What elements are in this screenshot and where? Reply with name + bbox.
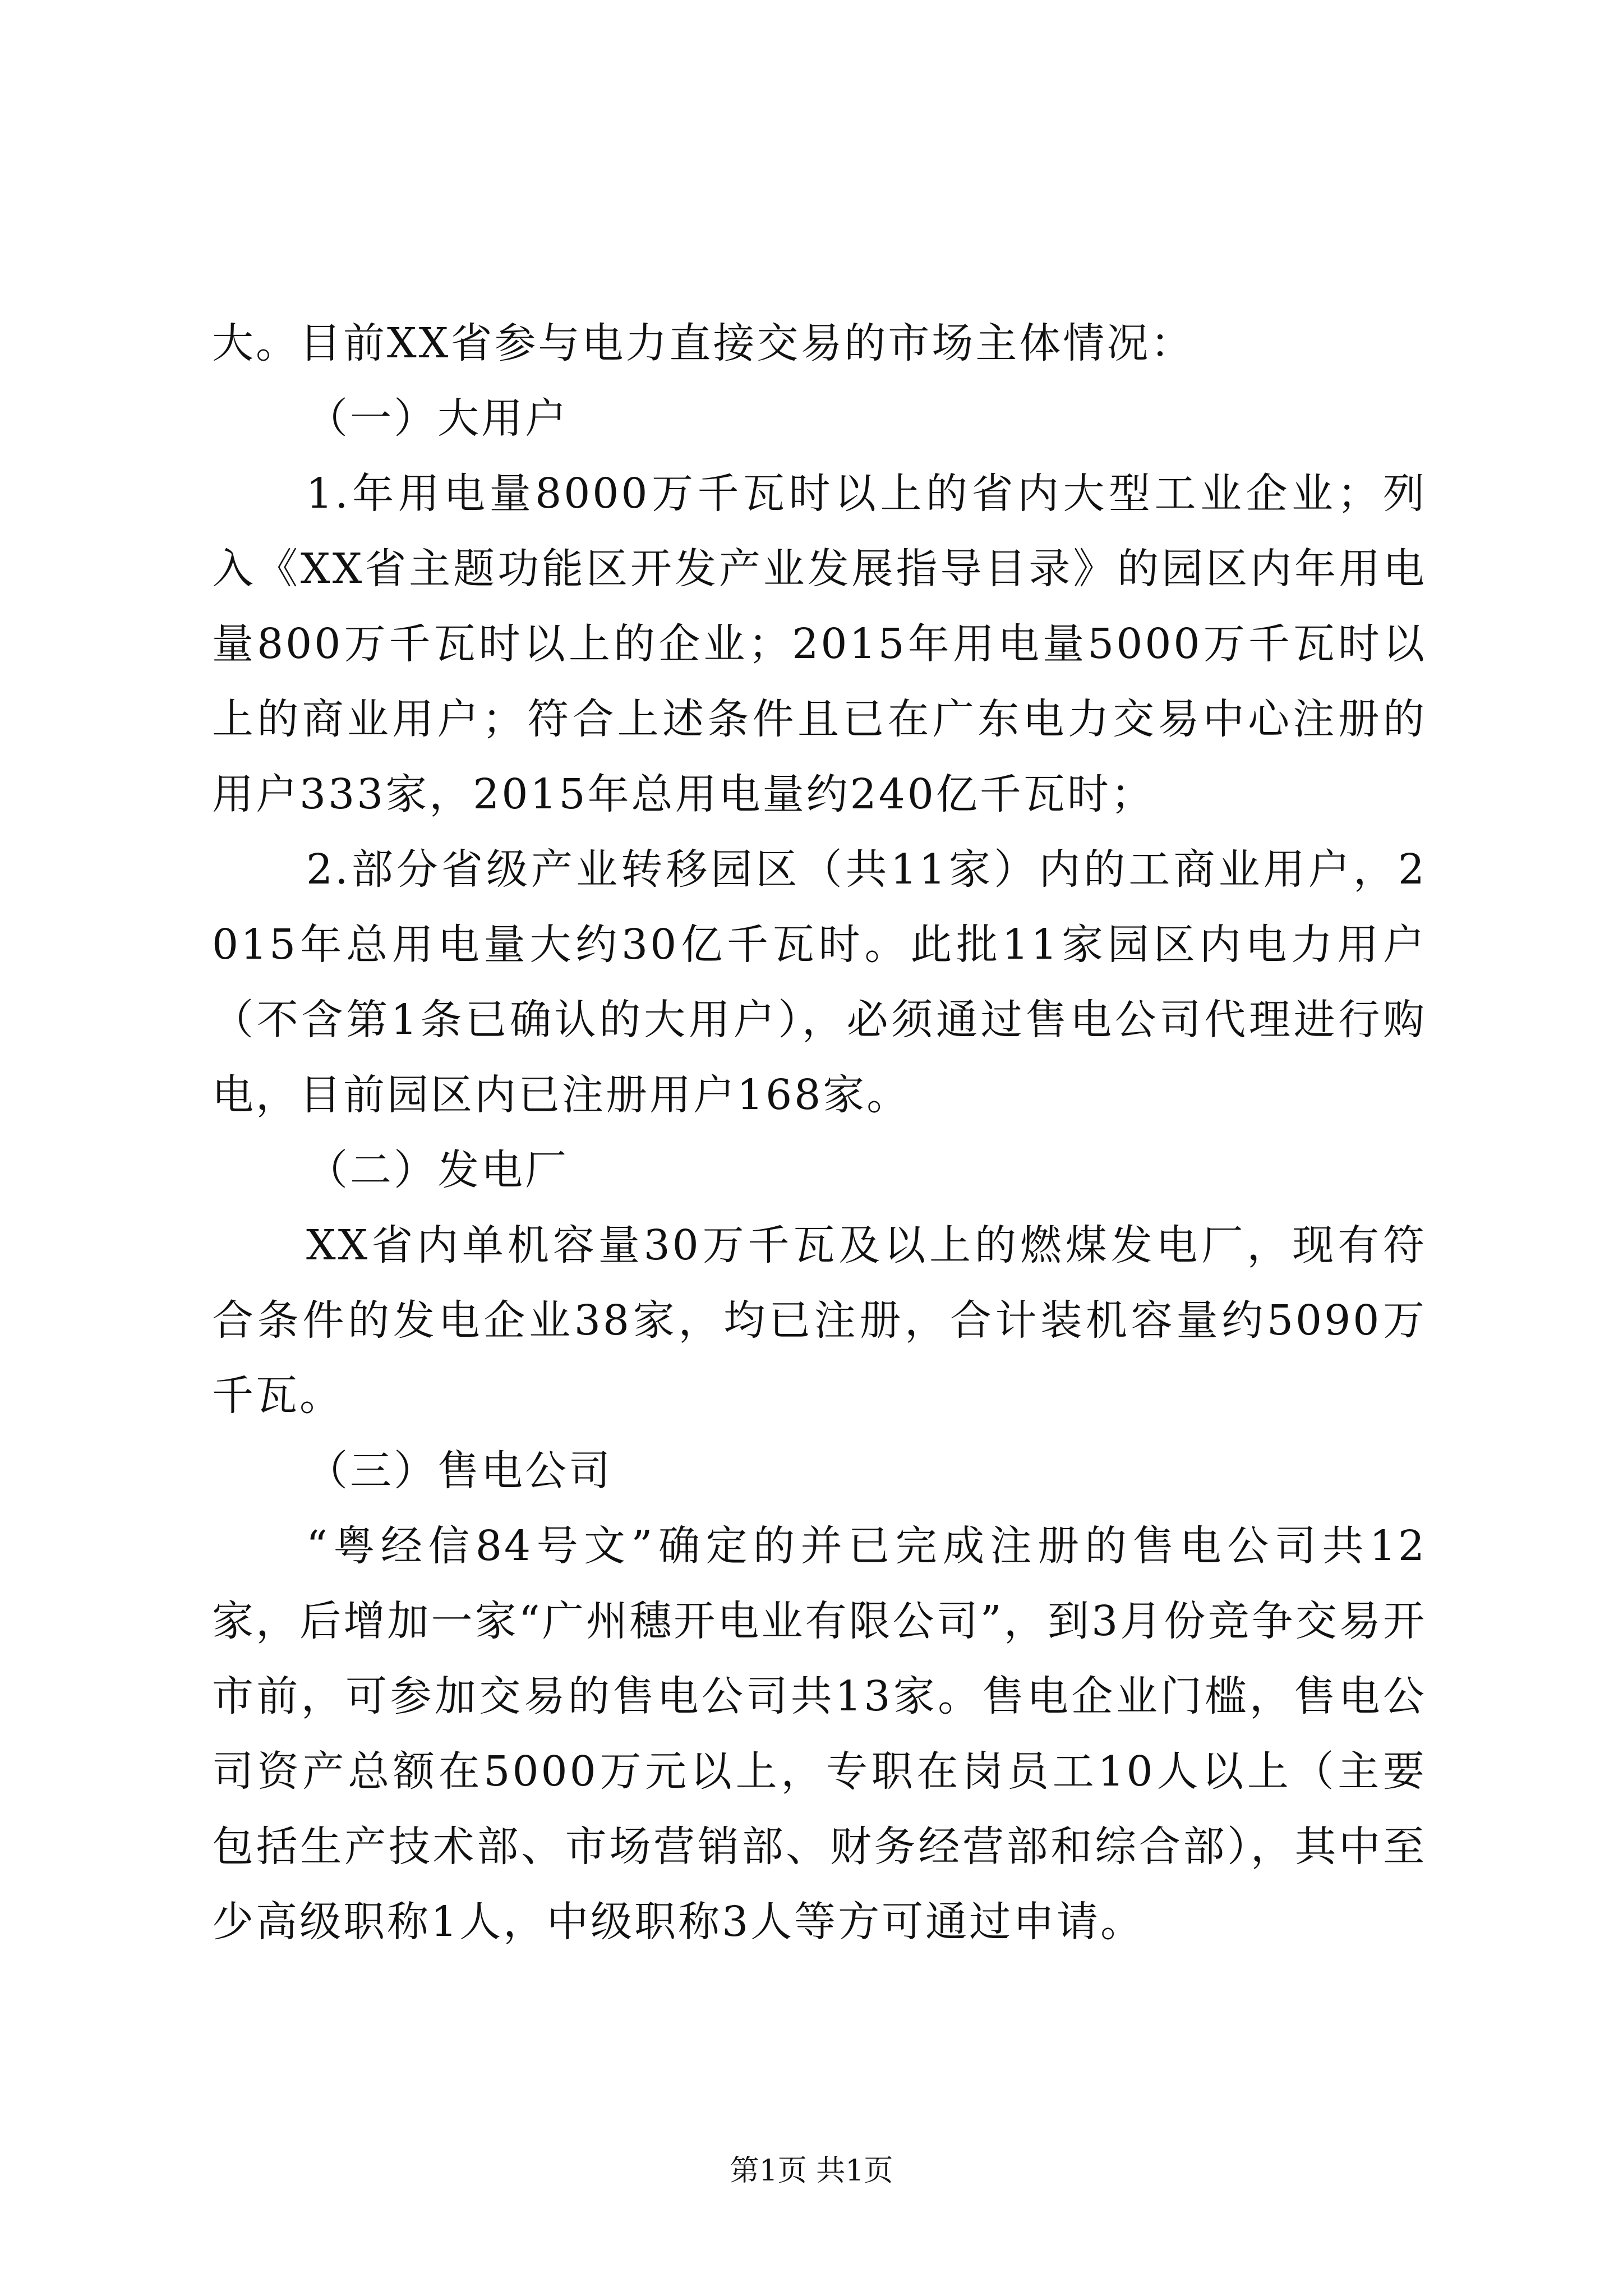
paragraph-large-users-1: 1.年用电量8000万千瓦时以上的省内大型工业企业；列入《XX省主题功能区开发产业发展指导目录》的园区内年用电量800万千瓦时以上的企业；2015年用电量5000万千瓦时以上的商业用户；符合上述条件且已在广东电力交易中心注册的用户333家，2015年总用电量约240亿千瓦时； xyxy=(212,470,1427,818)
paragraph-retailers: “粤经信84号文”确定的并已完成注册的售电公司共12家，后增加一家“广州穗开电业有限公司”，到3月份竞争交易开市前，可参加交易的售电公司共13家。售电企业门槛，售电公司资产总额在5000万元以上，专职在岗员工10人以上（主要包括生产技术部、市场营销部、财务经营部和综合部），其中至少高级职称1人，中级职称3人等方可通过申请。 xyxy=(212,1522,1427,1946)
paragraph-power-plants: XX省内单机容量30万千瓦及以上的燃煤发电厂，现有符合条件的发电企业38家，均已注册，合计装机容量约5090万千瓦。 xyxy=(212,1221,1427,1420)
document-body xyxy=(212,306,1427,1959)
page-footer: 第1页 共1页 xyxy=(730,2154,893,2188)
paragraph-intro: 大。目前XX省参与电力直接交易的市场主体情况： xyxy=(212,319,1195,367)
section-heading-retailers: （三）售电公司 xyxy=(306,1447,612,1495)
paragraph-large-users-2: 2.部分省级产业转移园区（共11家）内的工商业用户，2015年总用电量大约30亿千瓦时。此批11家园区内电力用户（不含第1条已确认的大用户），必须通过售电公司代理进行购电，目前园区内已注册用户168家。 xyxy=(212,845,1427,1119)
section-heading-power-plants: （二）发电厂 xyxy=(306,1146,569,1194)
section-heading-large-users: （一）大用户 xyxy=(306,394,569,443)
